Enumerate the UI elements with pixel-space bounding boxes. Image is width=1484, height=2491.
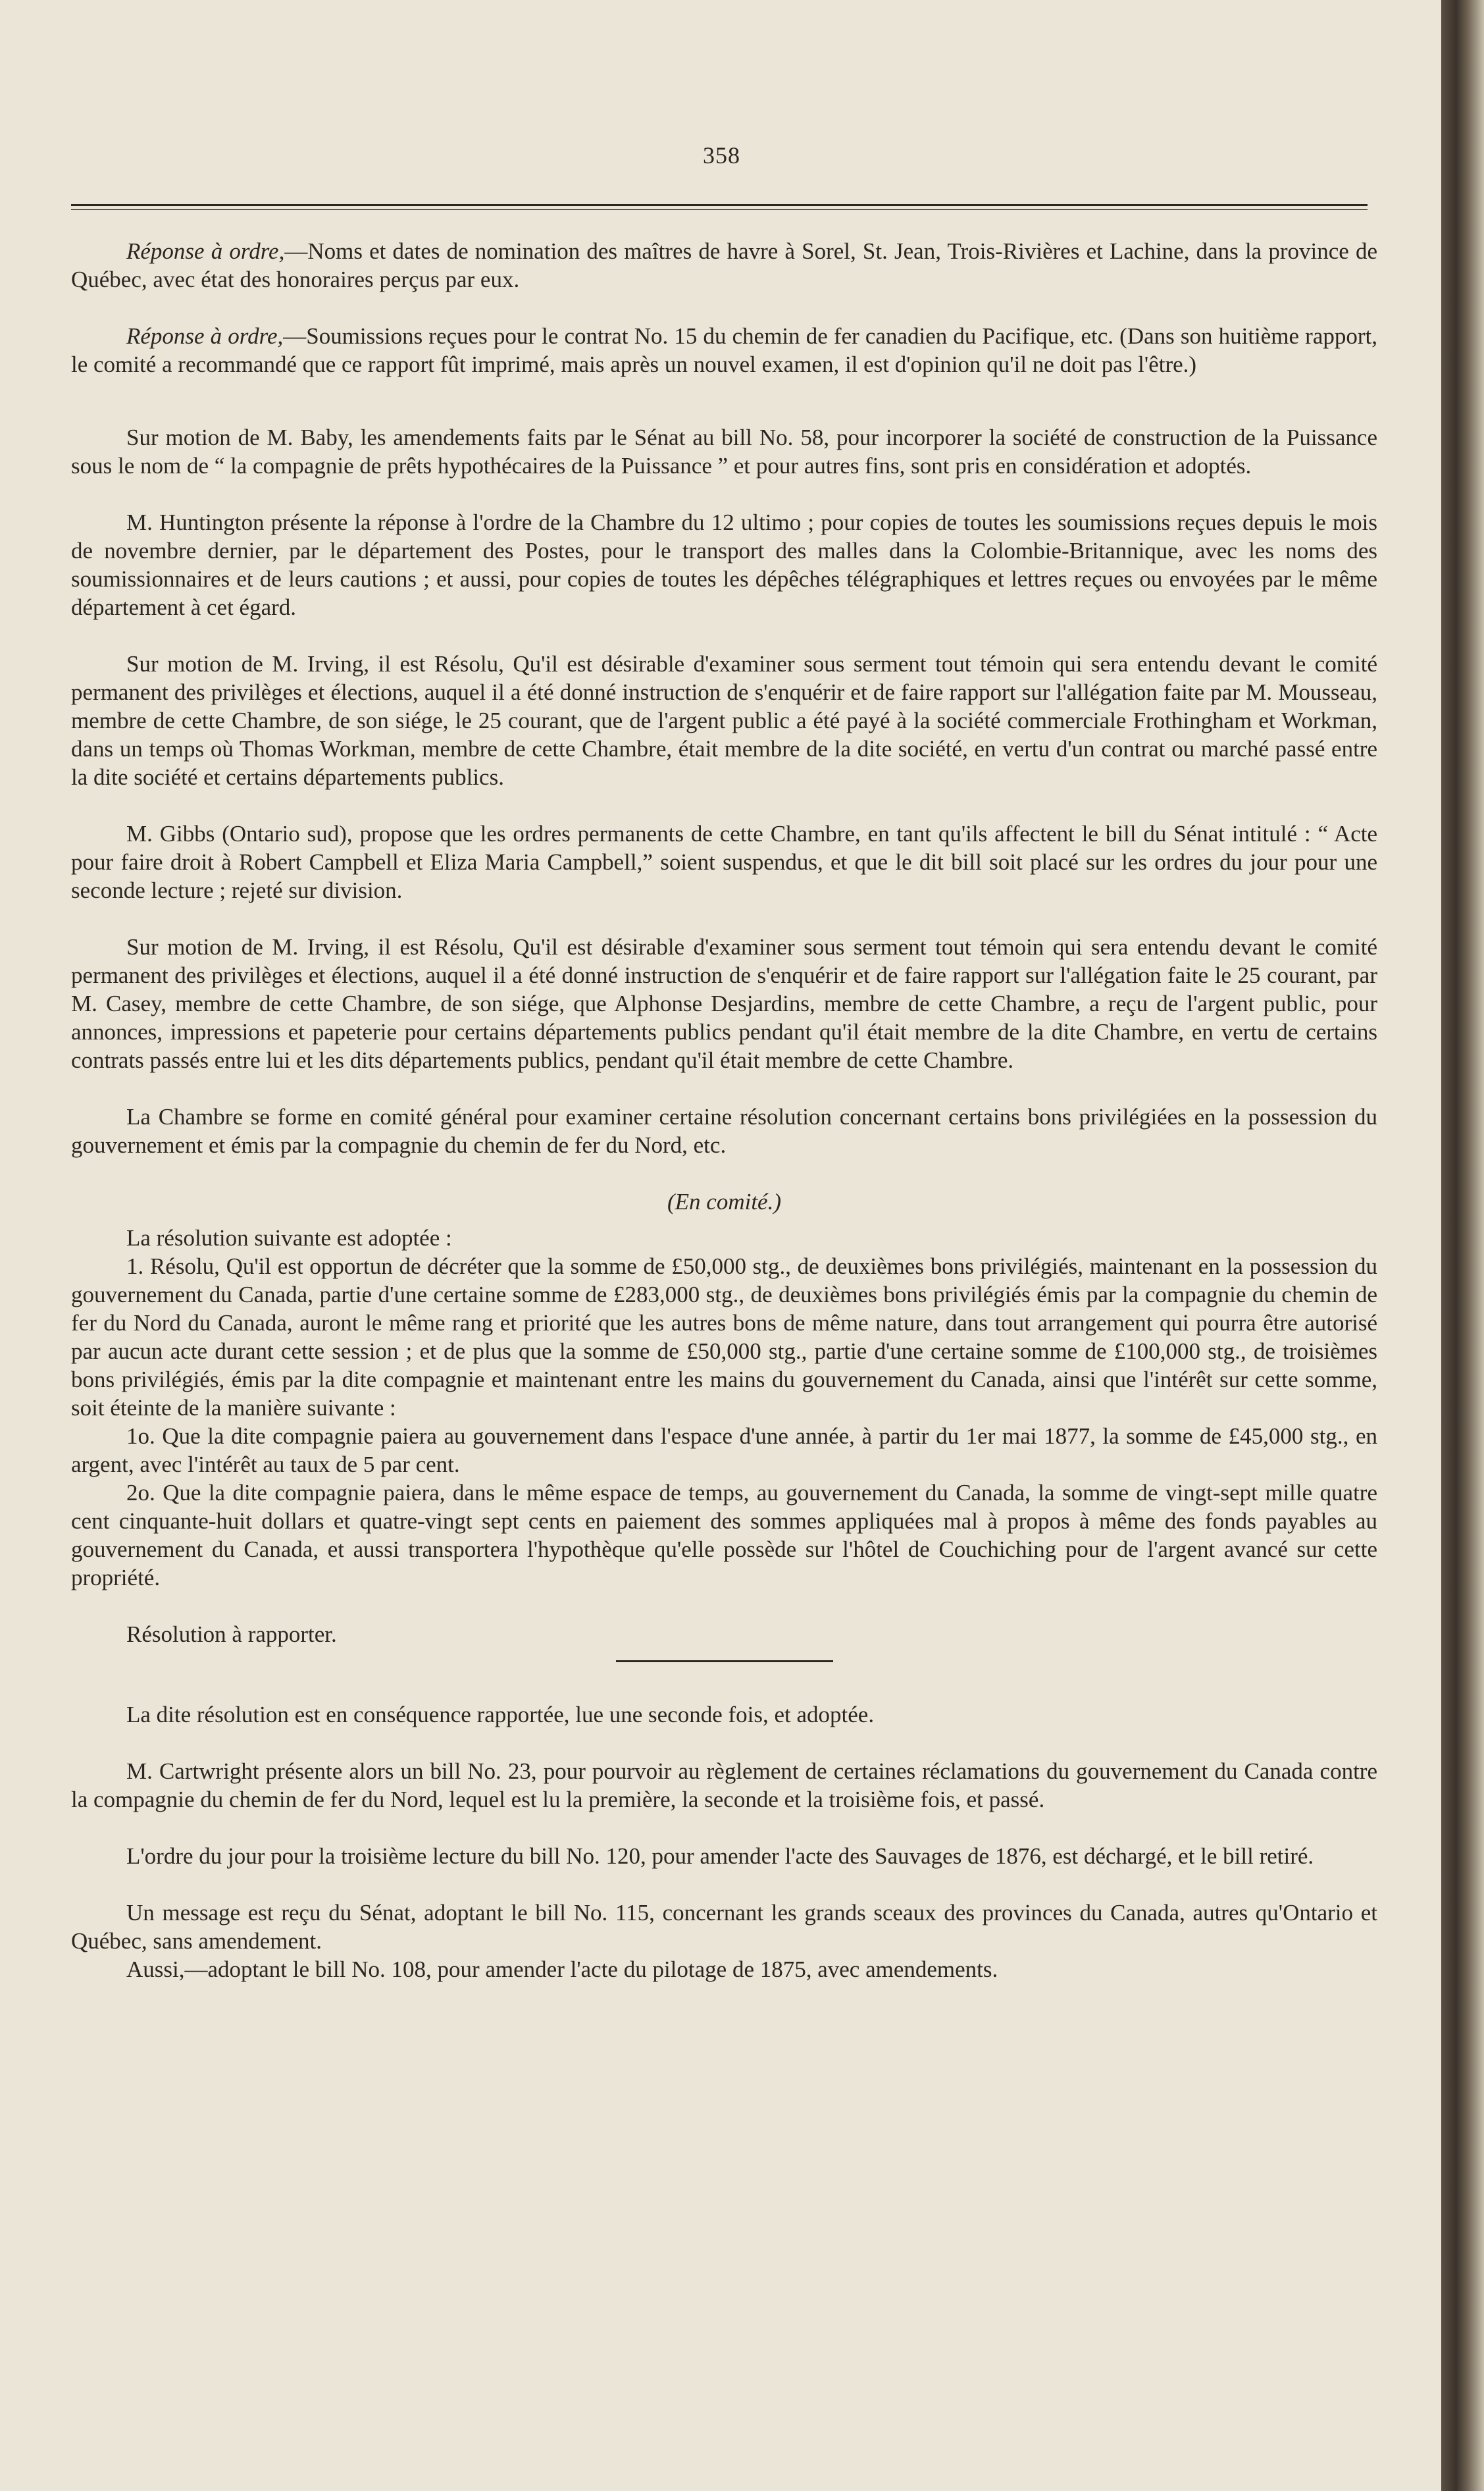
paragraph-bill-108: Aussi,—adoptant le bill No. 108, pour amender l'acte du pilotage de 1875, avec amendements. [126, 1956, 998, 1982]
paragraph-huntington: M. Huntington présente la réponse à l'ordre de la Chambre du 12 ultimo ; pour copies de toutes les soumissions reçues depuis le mois de novembre dernier, par le département des Postes, pour le transport des malles dans la Colombie-Britannique, avec les noms des soumissionnaires et de leurs cautions ; et aussi, pour copies de toutes les dépêches télégraphiques et lettres reçues ou envoyées par le même département à cet égard. [71, 510, 1377, 620]
page-number: 358 [703, 142, 740, 169]
section-separator [616, 1660, 833, 1662]
resolution-item: 2o. Que la dite compagnie paiera, dans le même espace de temps, au gouvernement du Canada, la somme de vingt-sept mille quatre cent cinquante-huit dollars et quatre-vingt sept cents en paiement des sommes appliquées mal à propos à même des fonds payables au gouvernement du Canada, et aussi transportera l'hypothèque qu'elle possède sur l'hôtel de Couchiching pour de l'argent avancé sur cette propriété. [71, 1480, 1377, 1590]
paragraph-motion-baby: Sur motion de M. Baby, les amendements faits par le Sénat au bill No. 58, pour incorporer la société de construction de la Puissance sous le nom de “ la compagnie de prêts hypothécaires de la Puissance ” et pour autres fins, sont pris en considération et adoptés. [71, 425, 1377, 479]
paragraph-bill-120: L'ordre du jour pour la troisième lecture du bill No. 120, pour amender l'acte des Sauvages de 1876, est déchargé, et le bill retiré. [126, 1843, 1314, 1869]
paragraph-senate-message: Un message est reçu du Sénat, adoptant le bill No. 115, concernant les grands sceaux des provinces du Canada, autres qu'Ontario et Québec, sans amendement. [71, 1900, 1377, 1954]
committee-heading: (En comité.) [667, 1189, 781, 1215]
paragraph-resolution-reported: La dite résolution est en conséquence rapportée, lue une seconde fois, et adoptée. [126, 1702, 875, 1727]
paragraph-text: —Noms et dates de nomination des maîtres de havre à Sorel, St. Jean, Trois-Rivières et Lachine, dans la province de Québec, avec état des honoraires perçus par eux. [71, 238, 1377, 292]
document-body [71, 237, 1377, 1983]
paragraph-reponse-2 [71, 322, 1377, 379]
resolution-item: 1o. Que la dite compagnie paiera au gouvernement dans l'espace d'une année, à partir du 1er mai 1877, la somme de £45,000 stg., en argent, avec l'intérêt au taux de 5 par cent. [71, 1423, 1377, 1477]
paragraph-lead: Réponse à ordre, [126, 238, 285, 264]
resolution-close: Résolution à rapporter. [126, 1621, 337, 1647]
header-rule [71, 204, 1368, 210]
paragraph-text: —Soumissions reçues pour le contrat No. 15 du chemin de fer canadien du Pacifique, etc. (Dans son huitième rapport, le comité a recommandé que ce rapport fût imprimé, mais après un nouvel examen, il est d'opinion qu'il ne doit pas l'être.) [71, 323, 1377, 377]
paragraph-motion-irving-2: Sur motion de M. Irving, il est Résolu, Qu'il est désirable d'examiner sous serment tout témoin qui sera entendu devant le comité permanent des privilèges et élections, auquel il a été donné instruction de s'enquérir et de faire rapport sur l'allégation faite le 25 courant, par M. Casey, membre de cette Chambre, de son siége, que Alphonse Desjardins, membre de cette Chambre, a reçu de l'argent public, pour annonces, impressions et papeterie pour certains départements publics pendant qu'il était membre de la dite Chambre, en vertu de certains contrats passés entre lui et les dits départements publics, pendant qu'il était membre de cette Chambre. [71, 934, 1377, 1073]
resolution-intro: La résolution suivante est adoptée : [126, 1225, 452, 1251]
paragraph-reponse-1 [71, 237, 1377, 294]
book-spine-shadow [1441, 0, 1484, 2491]
paragraph-cartwright: M. Cartwright présente alors un bill No. 23, pour pourvoir au règlement de certaines réclamations du gouvernement du Canada contre la compagnie du chemin de fer du Nord, lequel est lu la première, la seconde et la troisième fois, et passé. [71, 1758, 1377, 1812]
resolution-item: 1. Résolu, Qu'il est opportun de décréter que la somme de £50,000 stg., de deuxièmes bons privilégiés, maintenant en la possession du gouvernement du Canada, partie d'une certaine somme de £283,000 stg., de deuxièmes bons privilégiés émis par la compagnie du chemin de fer du Nord du Canada, auront le même rang et priorité que les autres bons de même nature, dans tout arrangement qui pourra être autorisé par aucun acte durant cette session ; et de plus que la somme de £50,000 stg., partie d'une certaine somme de £100,000 stg., de troisièmes bons privilégiés, émis par la dite compagnie et maintenant entre les mains du gouvernement du Canada, ainsi que l'intérêt sur cette somme, soit éteinte de la manière suivante : [71, 1253, 1377, 1421]
paragraph-motion-irving-1: Sur motion de M. Irving, il est Résolu, Qu'il est désirable d'examiner sous serment tout témoin qui sera entendu devant le comité permanent des privilèges et élections, auquel il a été donné instruction de s'enquérir et de faire rapport sur l'allégation faite par M. Mousseau, membre de cette Chambre, de son siége, le 25 courant, que de l'argent public a été payé à la société commerciale Frothingham et Workman, dans un temps où Thomas Workman, membre de cette Chambre, était membre de la dite société, en vertu d'un contrat ou marché passé entre la dite société et certains départements publics. [71, 651, 1377, 790]
paragraph-committee: La Chambre se forme en comité général pour examiner certaine résolution concernant certains bons privilégiées en la possession du gouvernement et émis par la compagnie du chemin de fer du Nord, etc. [71, 1104, 1377, 1158]
paragraph-lead: Réponse à ordre, [126, 323, 284, 349]
paragraph-gibbs: M. Gibbs (Ontario sud), propose que les ordres permanents de cette Chambre, en tant qu'ils affectent le bill du Sénat intitulé : “ Acte pour faire droit à Robert Campbell et Eliza Maria Campbell,” soient suspendus, et que le dit bill soit placé sur les ordres du jour pour une seconde lecture ; rejeté sur division. [71, 821, 1377, 903]
